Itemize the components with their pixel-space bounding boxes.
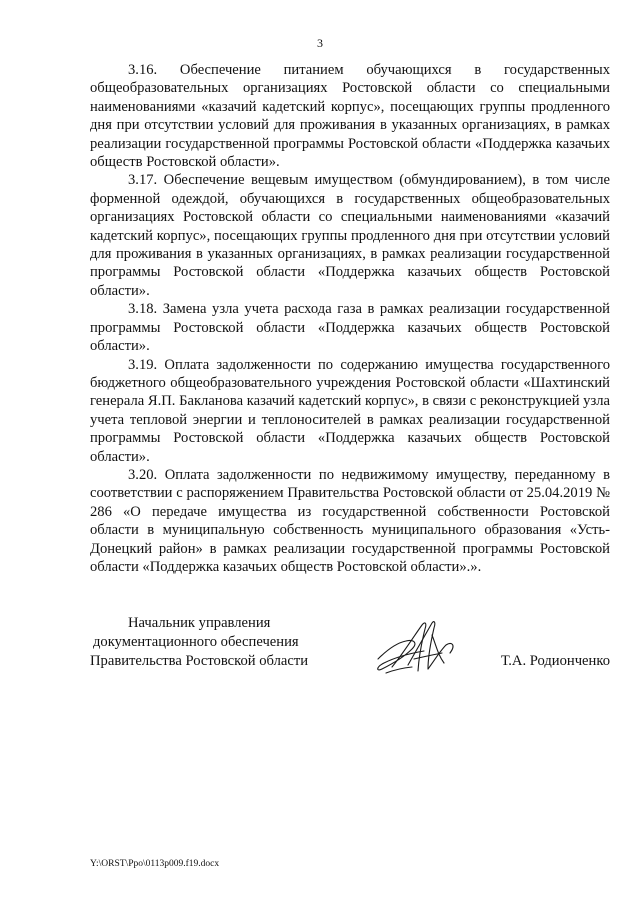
signatory-title-line-1: Начальник управления — [128, 615, 271, 631]
paragraph-3-20: 3.20. Оплата задолженности по недвижимому имуществу, переданному в соответствии с распоряжением Правительства Ростовской области от 25.04.2019 № 286 «О передаче имущества из государственной собственности Ростовской области в муниципальную собственность муниципального образования «Усть-Донецкий район» в рамках реализации государственной программы Ростовской области «Поддержка казачьих обществ Ростовской области».». — [90, 466, 610, 575]
signatory-title-line-2: документационного обеспечения — [93, 634, 299, 650]
page-number: 3 — [317, 36, 323, 50]
paragraph-3-19: 3.19. Оплата задолженности по содержанию имущества государственного бюджетного общеобразовательного учреждения Ростовской области «Шахтинский генерала Я.П. Бакланова казачий кадетский корпус», в связи с реконструкцией узла учета тепловой энергии и теплоносителей в рамках реализации государственной программы Ростовской области «Поддержка казачьих обществ Ростовской области». — [90, 356, 611, 465]
handwritten-signature — [372, 615, 464, 681]
paragraph-3-16: 3.16. Обеспечение питанием обучающихся в государственных общеобразовательных организациях Ростовской области со специальными наименованиями «казачий кадетский корпус», посещающих группы продленного дня при отсутствии условий для проживания в указанных организациях, в рамках реализации государственной программы Ростовской области «Поддержка казачьих обществ Ростовской области». — [90, 62, 610, 171]
signer-name: Т.А. Родионченко — [500, 653, 610, 669]
paragraph-3-18: 3.18. Замена узла учета расхода газа в рамках реализации государственной программы Ростовской области «Поддержка казачьих обществ Ростовской области». — [90, 301, 610, 355]
signatory-title-block — [90, 614, 330, 671]
document-body — [90, 61, 610, 576]
footer-file-path: Y:\ORST\Ppo\0113p009.f19.docx — [90, 859, 220, 869]
signatory-title-line-3: Правительства Ростовской области — [90, 653, 309, 669]
paragraph-3-17: 3.17. Обеспечение вещевым имуществом (обмундированием), в том числе форменной одеждой, обучающихся в государственных общеобразовательных организациях Ростовской области со специальными наименованиями «казачий кадетский корпус», посещающих группы продленного дня при отсутствии условий для проживания в указанных организациях, в рамках реализации государственной программы Ростовской области «Поддержка казачьих обществ Ростовской области». — [90, 172, 610, 299]
